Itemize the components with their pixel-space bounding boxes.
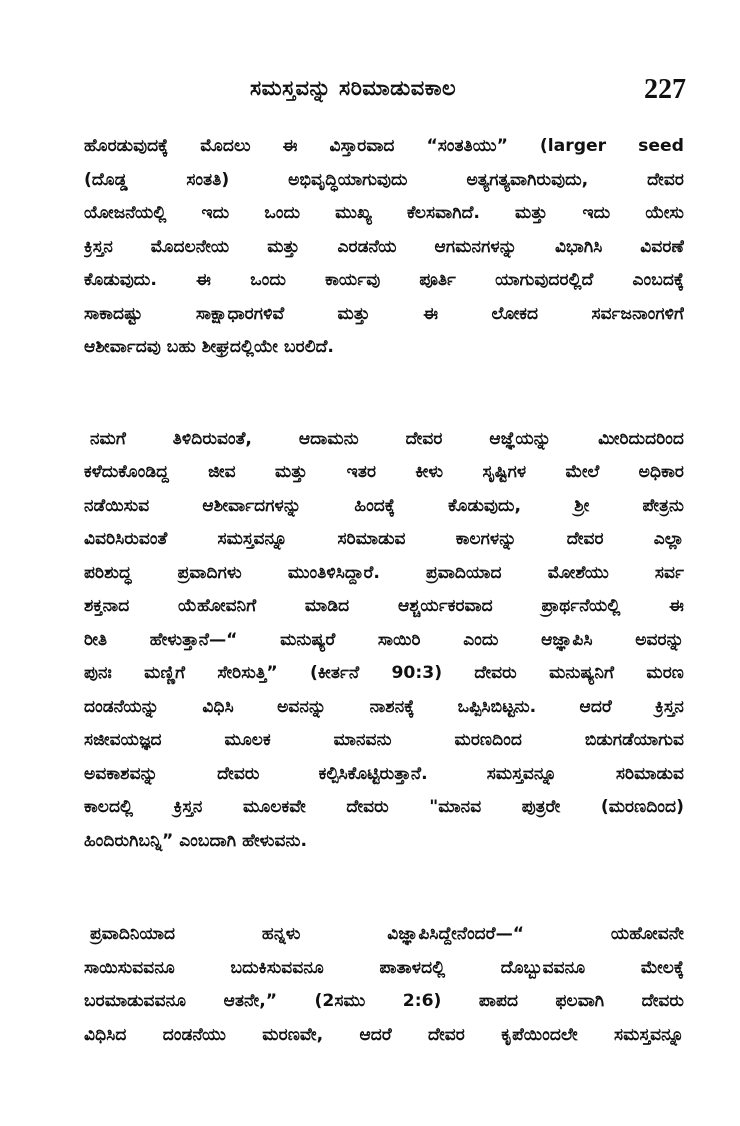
text-line: ಸಾಕಾದಷ್ಟು ಸಾಕ್ಷಾಧಾರಗಳಿವೆ ಮತ್ತು ಈ ಲೋಕದ ಸರ್ವಜನಾಂಗಳಿಗೆ (84, 303, 684, 324)
text-line: ಪರಿಶುದ್ಧ ಪ್ರವಾದಿಗಳು ಮುಂತಿಳಿಸಿದ್ದಾರೆ. ಪ್ರವಾದಿಯಾದ ಮೋಶೆಯು ಸರ್ವ (84, 562, 684, 583)
text-line: ಪುನಃ ಮಣ್ಣಿಗೆ ಸೇರಿಸುತ್ತಿ” (ಕೀರ್ತನೆ 90:3) ದೇವರು ಮನುಷ್ಯನಿಗೆ ಮರಣ (84, 663, 684, 683)
text-line: ದಂಡನೆಯನ್ನು ವಿಧಿಸಿ ಅವನನ್ನು ನಾಶನಕ್ಕೆ ಒಪ್ಪಿಸಿಬಿಟ್ಟನು. ಆದರೆ ಕ್ರಿಸ್ತನ (84, 696, 684, 717)
paragraph-3 (84, 918, 684, 1052)
text-line: ಬರಮಾಡುವವನೂ ಆತನೇ,” (2ಸಮು 2:6) ಪಾಪದ ಫಲವಾಗಿ ದೇವರು (84, 991, 684, 1011)
text-line: ಕಳೆದುಕೊಂಡಿದ್ದ ಜೀವ ಮತ್ತು ಇತರ ಕೀಳು ಸೃಷ್ಟಿಗಳ ಮೇಲೆ ಅಧಿಕಾರ (84, 462, 684, 482)
text-line: ಹಿಂದಿರುಗಿಬನ್ನಿ” ಎಂಬದಾಗಿ ಹೇಳುವನು. (84, 830, 308, 851)
running-title: ಸಮಸ್ತವನ್ನು ಸರಿಮಾಡುವಕಾಲ (250, 76, 457, 100)
page-body (84, 130, 684, 1052)
text-line: ಶಕ್ತನಾದ ಯೆಹೋವನಿಗೆ ಮಾಡಿದ ಆಶ್ಚರ್ಯಕರವಾದ ಪ್ರಾರ್ಥನೆಯಲ್ಲಿ ಈ (84, 596, 684, 616)
text-line: ಕ್ರಿಸ್ತನ ಮೊದಲನೇಯ ಮತ್ತು ಎರಡನೆಯ ಆಗಮನಗಳನ್ನು ವಿಭಾಗಿಸಿ ವಿವರಣೆ (84, 236, 684, 257)
paragraph-gap (84, 365, 684, 423)
text-line: ಕೊಡುವುದು. ಈ ಒಂದು ಕಾರ್ಯವು ಪೂರ್ತಿ ಯಾಗುವುದರಲ್ಲಿದೆ ಎಂಬದಕ್ಕೆ (84, 270, 684, 290)
text-line: ರೀತಿ ಹೇಳುತ್ತಾನೆ—“ ಮನುಷ್ಯರೆ ಸಾಯಿರಿ ಎಂದು ಆಜ್ಞಾಪಿಸಿ ಅವರನ್ನು (84, 629, 684, 650)
text-line: ನಡೆಯಿಸುವ ಆಶೀರ್ವಾದಗಳನ್ನು ಹಿಂದಕ್ಕೆ ಕೊಡುವುದು, ಶ್ರೀ ಪೇತ್ರನು (84, 495, 684, 516)
text-line: ಅವಕಾಶವನ್ನು ದೇವರು ಕಲ್ಪಿಸಿಕೊಟ್ಟಿರುತ್ತಾನೆ. ಸಮಸ್ತವನ್ನೂ ಸರಿಮಾಡುವ (84, 763, 684, 784)
text-line: ಯೋಜನೆಯಲ್ಲಿ ಇದು ಒಂದು ಮುಖ್ಯ ಕೆಲಸವಾಗಿದೆ. ಮತ್ತು ಇದು ಯೇಸು (84, 203, 684, 223)
text-line: ನಮಗೆ ತಿಳಿದಿರುವಂತೆ, ಆದಾಮನು ದೇವರ ಆಜ್ಞೆಯನ್ನು ಮೀರಿದುದರಿಂದ (90, 428, 684, 449)
paragraph-1 (84, 130, 684, 365)
text-line: ಸಜೀವಯಜ್ಞದ ಮೂಲಕ ಮಾನವನು ಮರಣದಿಂದ ಬಿಡುಗಡೆಯಾಗುವ (84, 730, 684, 750)
text-line: ಪ್ರವಾದಿನಿಯಾದ ಹನ್ನಳು ವಿಜ್ಞಾಪಿಸಿದ್ದೇನೆಂದರೆ—“ ಯಹೋವನೇ (90, 924, 684, 944)
text-line: ಹೊರಡುವುದಕ್ಕೆ ಮೊದಲು ಈ ವಿಸ್ತಾರವಾದ “ಸಂತತಿಯು” (larger seed (84, 136, 684, 156)
text-line: ಸಾಯಿಸುವವನೂ ಬದುಕಿಸುವವನೂ ಪಾತಾಳದಲ್ಲಿ ದೊಬ್ಬುವವನೂ ಮೇಲಕ್ಕೆ (84, 957, 684, 978)
text-line: ವಿಧಿಸಿದ ದಂಡನೆಯು ಮರಣವೇ, ಆದರೆ ದೇವರ ಕೃಪೆಯಿಂದಲೇ ಸಮಸ್ತವನ್ನೂ (84, 1024, 684, 1045)
page-number: 227 (644, 74, 686, 105)
text-line: (ದೊಡ್ಡ ಸಂತತಿ) ಅಭಿವೃದ್ಧಿಯಾಗುವುದು ಅತ್ಯಗತ್ಯವಾಗಿರುವುದು, ದೇವರ (84, 169, 684, 190)
text-line: ಕಾಲದಲ್ಲಿ ಕ್ರಿಸ್ತನ ಮೂಲಕವೇ ದೇವರು "ಮಾನವ ಪುತ್ರರೇ (ಮರಣದಿಂದ) (84, 797, 684, 817)
text-line: ವಿವರಿಸಿರುವಂತೆ ಸಮಸ್ತವನ್ನೂ ಸರಿಮಾಡುವ ಕಾಲಗಳನ್ನು ದೇವರ ಎಲ್ಲಾ (84, 529, 684, 549)
paragraph-gap (84, 858, 684, 918)
text-line: ಆಶೀರ್ವಾದವು ಬಹು ಶೀಘ್ರದಲ್ಲಿಯೇ ಬರಲಿದೆ. (84, 337, 334, 357)
page-header (0, 74, 740, 114)
paragraph-2 (84, 423, 684, 859)
